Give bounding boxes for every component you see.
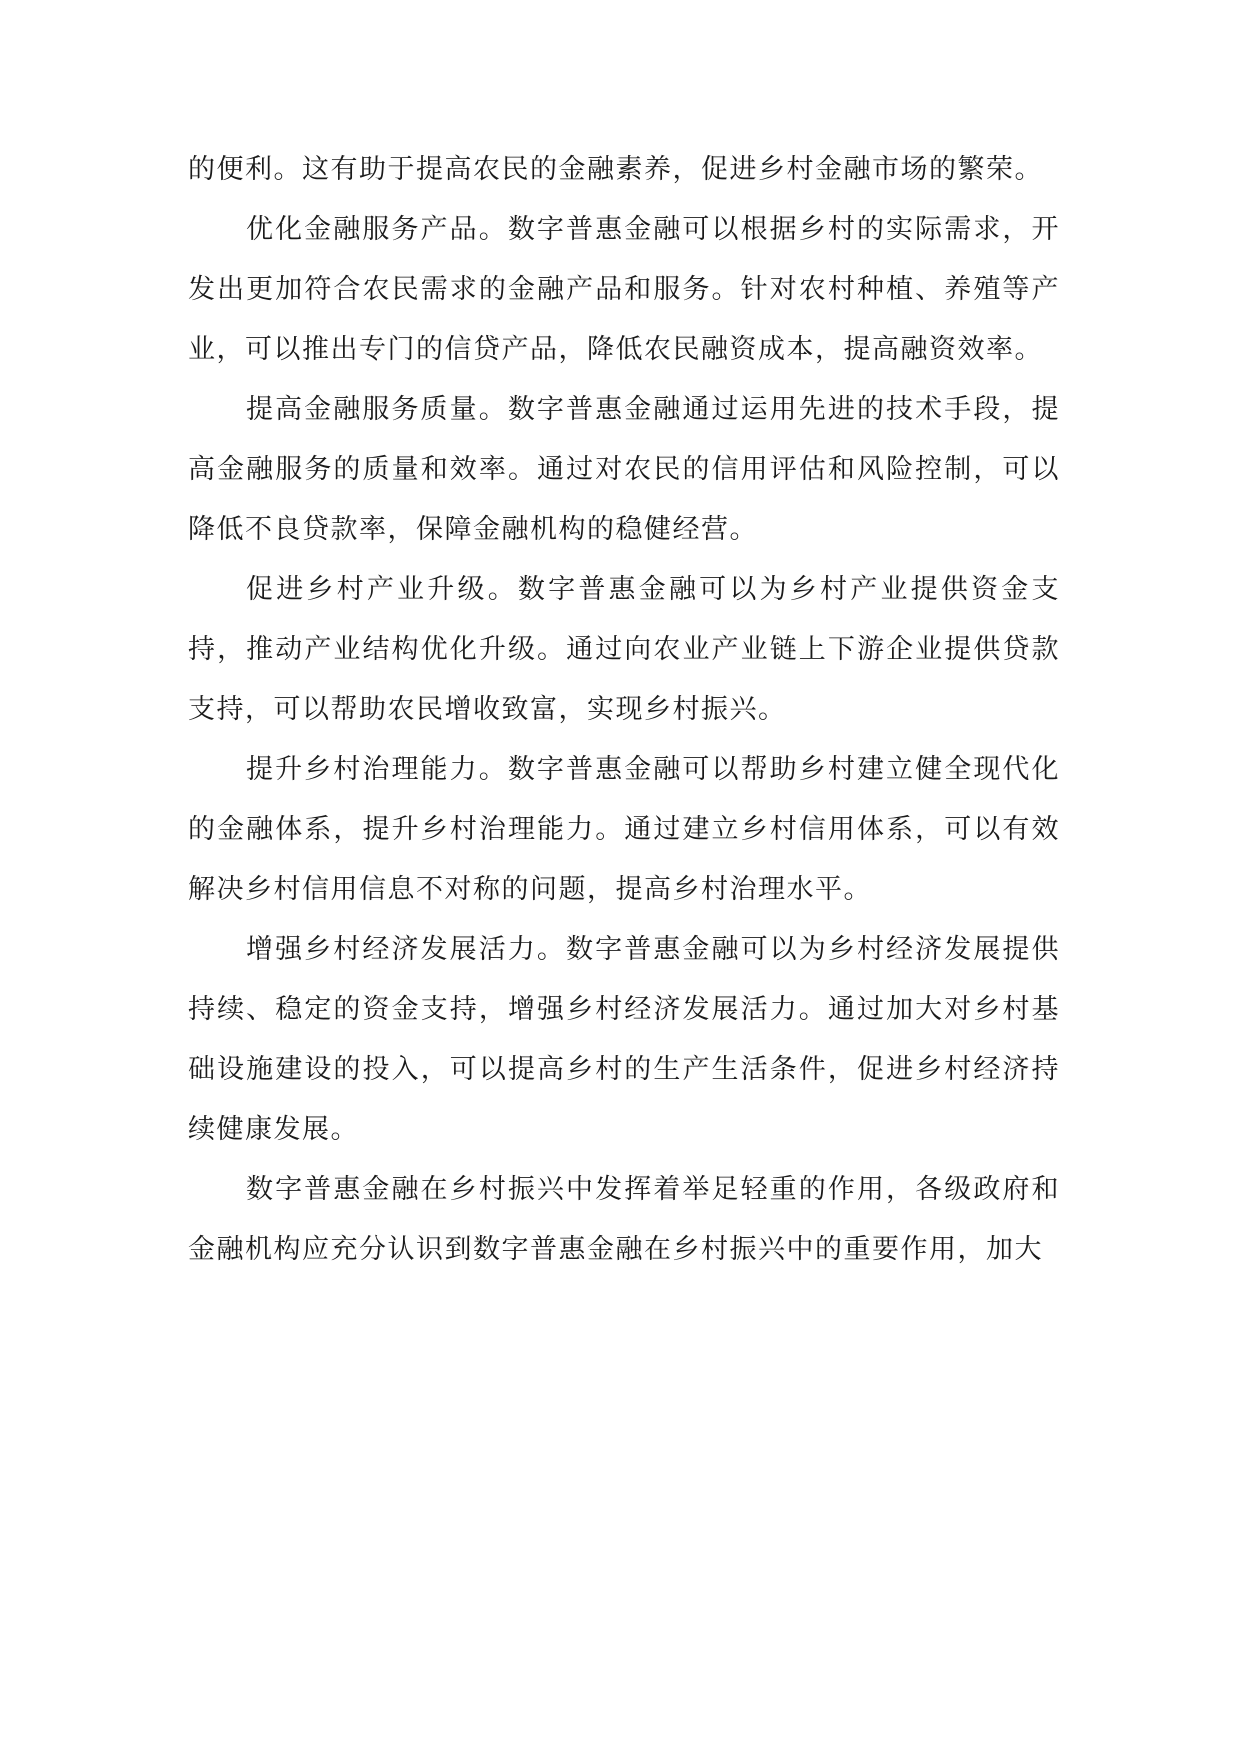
paragraph-conclusion: 数字普惠金融在乡村振兴中发挥着举足轻重的作用，各级政府和金融机构应充分认识到数字普惠金融在乡村振兴中的重要作用，加大 bbox=[188, 1174, 1060, 1265]
paragraph-economic-vitality: 增强乡村经济发展活力。数字普惠金融可以为乡村经济发展提供持续、稳定的资金支持，增强乡村经济发展活力。通过加大对乡村基础设施建设的投入，可以提高乡村的生产生活条件，促进乡村经济持续健康发展。 bbox=[188, 934, 1060, 1145]
body-text bbox=[188, 140, 1060, 1280]
paragraph-industry-upgrade: 促进乡村产业升级。数字普惠金融可以为乡村产业提供资金支持，推动产业结构优化升级。通过向农业产业链上下游企业提供贷款支持，可以帮助农民增收致富，实现乡村振兴。 bbox=[188, 574, 1060, 725]
paragraph-continued: 的便利。这有助于提高农民的金融素养，促进乡村金融市场的繁荣。 bbox=[188, 154, 1043, 185]
paragraph-optimize-products: 优化金融服务产品。数字普惠金融可以根据乡村的实际需求，开发出更加符合农民需求的金融产品和服务。针对农村种植、养殖等产业，可以推出专门的信贷产品，降低农民融资成本，提高融资效率。 bbox=[188, 214, 1060, 365]
paragraph-service-quality: 提高金融服务质量。数字普惠金融通过运用先进的技术手段，提高金融服务的质量和效率。通过对农民的信用评估和风险控制，可以降低不良贷款率，保障金融机构的稳健经营。 bbox=[188, 394, 1060, 545]
paragraph-governance: 提升乡村治理能力。数字普惠金融可以帮助乡村建立健全现代化的金融体系，提升乡村治理能力。通过建立乡村信用体系，可以有效解决乡村信用信息不对称的问题，提高乡村治理水平。 bbox=[188, 754, 1060, 905]
